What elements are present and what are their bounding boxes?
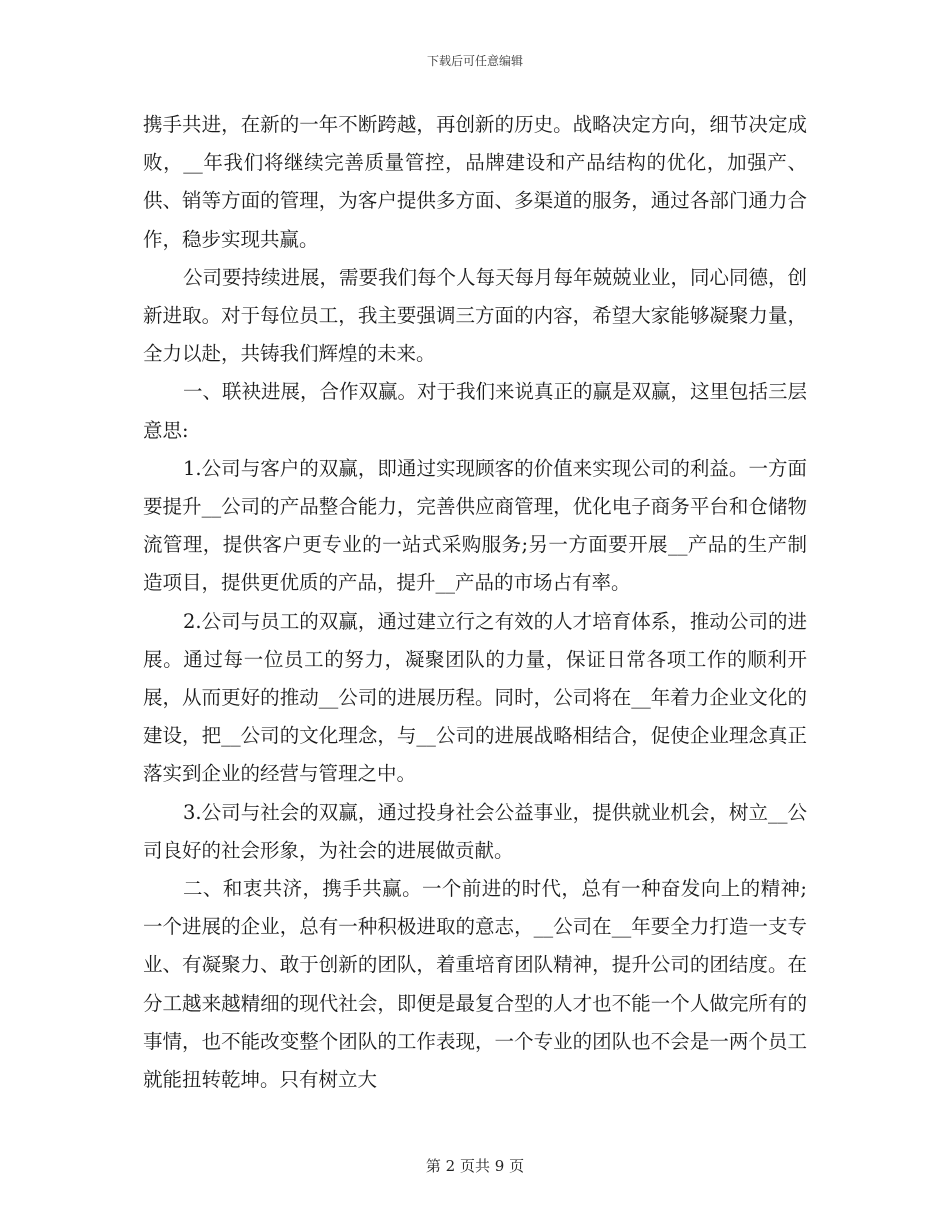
document-body bbox=[143, 106, 807, 1099]
section-heading-paragraph: 二、和衷共济，携手共赢。一个前进的时代，总有一种奋发向上的精神;一个进展的企业，总有一种积极进取的意志，__公司在__年要全力打造一支专业、有凝聚力、敢于创新的团队，着重培育团队精神，提升公司的团结度。在分工越来越精细的现代社会，即便是最复合型的人才也不能一个人做完所有的事情，也不能改变整个团队的工作表现，一个专业的团队也不会是一两个员工就能扭转乾坤。只有树立大 bbox=[143, 877, 807, 1092]
list-item-paragraph: 3.公司与社会的双赢，通过投身社会公益事业，提供就业机会，树立__公司良好的社会形象，为社会的进展做贡献。 bbox=[143, 800, 807, 862]
list-item-paragraph: 2.公司与员工的双赢，通过建立行之有效的人才培育体系，推动公司的进展。通过每一位员工的努力，凝聚团队的力量，保证日常各项工作的顺利开展，从而更好的推动__公司的进展历程。同时，公司将在__年着力企业文化的建设，把__公司的文化理念，与__公司的进展战略相结合，促使企业理念真正落实到企业的经营与管理之中。 bbox=[143, 609, 807, 786]
page-header: 下载后可任意编辑 bbox=[426, 54, 523, 68]
paragraph: 携手共进，在新的一年不断跨越，再创新的历史。战略决定方向，细节决定成败，__年我们将继续完善质量管控，品牌建设和产品结构的优化，加强产、供、销等方面的管理，为客户提供多方面、多渠道的服务，通过各部门通力合作，稳步实现共赢。 bbox=[143, 113, 807, 251]
list-item-paragraph: 1.公司与客户的双赢，即通过实现顾客的价值来实现公司的利益。一方面要提升__公司的产品整合能力，完善供应商管理，优化电子商务平台和仓储物流管理，提供客户更专业的一站式采购服务;另一方面要开展__产品的生产制造项目，提供更优质的产品，提升__产品的市场占有率。 bbox=[143, 456, 807, 595]
paragraph: 公司要持续进展，需要我们每个人每天每月每年兢兢业业，同心同德，创新进取。对于每位员工，我主要强调三方面的内容，希望大家能够凝聚力量，全力以赴，共铸我们辉煌的未来。 bbox=[143, 265, 808, 366]
section-heading-paragraph: 一、联袂进展，合作双赢。对于我们来说真正的赢是双赢，这里包括三层意思: bbox=[143, 380, 808, 442]
page-number-footer: 第 2 页共 9 页 bbox=[425, 1157, 525, 1175]
